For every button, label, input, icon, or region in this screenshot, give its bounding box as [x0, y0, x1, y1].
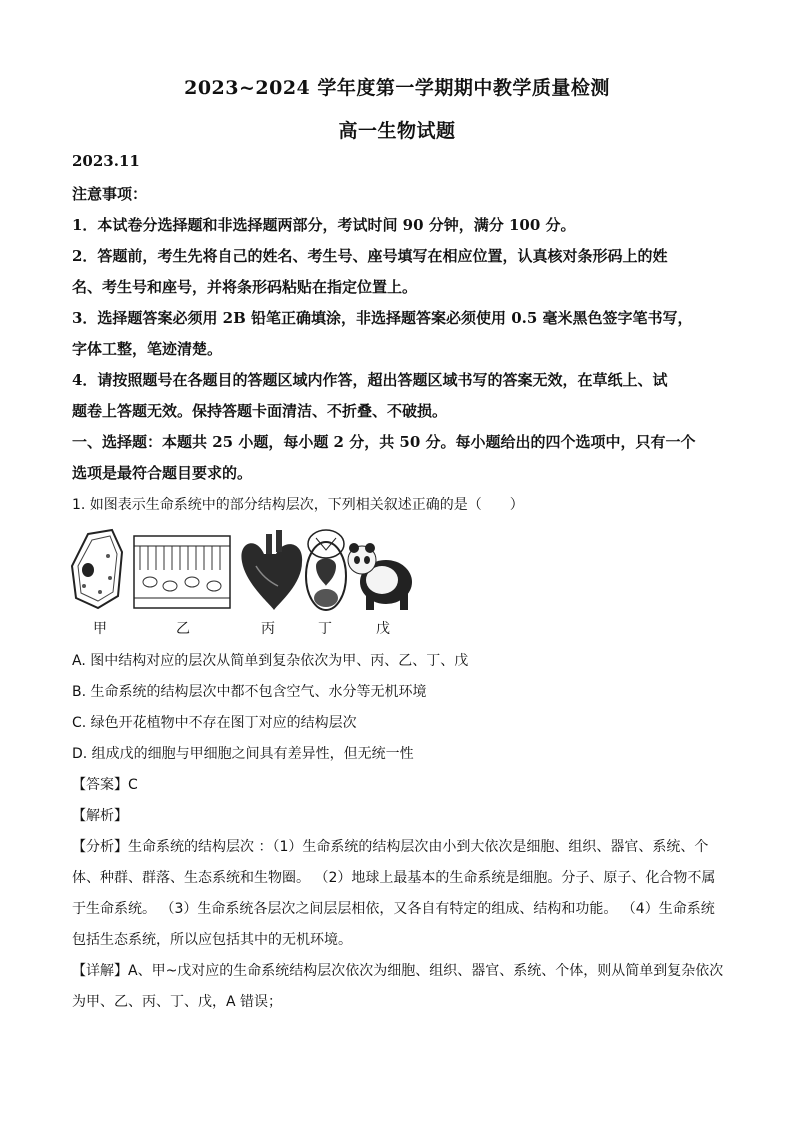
notice-line: 题卷上答题无效。保持答题卡面清洁、不折叠、不破损。: [72, 402, 448, 420]
analysis-line: 包括生态系统，所以应包括其中的无机环境。: [72, 932, 352, 948]
figure-label-jia: 甲: [93, 621, 107, 637]
exam-subtitle: 高一生物试题: [338, 120, 456, 142]
notice-line: 名、考生号和座号，并将条形码粘贴在指定位置上。: [72, 278, 418, 296]
option-d: D. 组成戊的细胞与甲细胞之间具有差异性，但无统一性: [72, 746, 414, 762]
leaf-tissue-image: [134, 536, 230, 608]
option-b: B. 生命系统的结构层次中都不包含空气、水分等无机环境: [72, 684, 427, 700]
option-c: C. 绿色开花植物中不存在图丁对应的结构层次: [72, 715, 357, 731]
answer-line: 【答案】C: [72, 777, 138, 793]
figure-label-bing: 丙: [261, 621, 275, 637]
plant-cell-image: [72, 530, 122, 608]
detail-line: 为甲、乙、丙、丁、戊，A 错误；: [72, 994, 283, 1010]
figure-label-wu: 戊: [376, 621, 390, 637]
panda-image: [348, 543, 412, 610]
figure-label-ding: 丁: [318, 621, 332, 637]
exam-title: 2023~2024 学年度第一学期期中教学质量检测: [184, 77, 610, 99]
question-stem: 1. 如图表示生命系统中的部分结构层次，下列相关叙述正确的是（ ）: [72, 497, 524, 513]
detail-line: 【详解】A、甲~戊对应的生命系统结构层次依次为细胞、组织、器官、系统、个体，则从简单到复杂依次: [72, 963, 724, 979]
question-figure: [70, 526, 420, 638]
heart-image: [241, 530, 302, 610]
section-heading: 一、选择题：本题共 25 小题，每小题 2 分，共 50 分。每小题给出的四个选项中，只有一个: [72, 433, 696, 451]
analysis-line: 于生命系统。 （3）生命系统各层次之间层层相依，又各自有特定的组成、结构和功能。 （4）生命系统: [72, 901, 715, 917]
notice-line: 2．答题前，考生先将自己的姓名、考生号、座号填写在相应位置，认真核对条形码上的姓: [72, 247, 668, 265]
section-heading-cont: 选项是最符合题目要求的。: [72, 464, 253, 482]
figure-label-yi: 乙: [176, 621, 190, 637]
notice-line: 1．本试卷分选择题和非选择题两部分，考试时间 90 分钟，满分 100 分。: [72, 216, 576, 234]
analysis-line: 体、种群、群落、生态系统和生物圈。 （2）地球上最基本的生命系统是细胞。分子、原子、化合物不属: [72, 870, 716, 886]
option-a: A. 图中结构对应的层次从简单到复杂依次为甲、丙、乙、丁、戊: [72, 653, 469, 669]
notice-line: 4．请按照题号在各题目的答题区域内作答，超出答题区域书写的答案无效，在草纸上、试: [72, 371, 668, 389]
circulatory-system-image: [306, 530, 346, 610]
analysis-heading: 【解析】: [72, 808, 128, 824]
notice-heading: 注意事项：: [72, 185, 148, 203]
notice-line: 3．选择题答案必须用 2B 铅笔正确填涂，非选择题答案必须使用 0.5 毫米黑色签字笔书写，: [72, 309, 693, 327]
figure-drawings: [70, 526, 420, 616]
notice-line: 字体工整，笔迹清楚。: [72, 340, 223, 358]
exam-date: 2023.11: [72, 152, 140, 170]
analysis-line: 【分析】生命系统的结构层次 ：（1）生命系统的结构层次由小到大依次是细胞、组织、器官、系统、个: [72, 839, 709, 855]
